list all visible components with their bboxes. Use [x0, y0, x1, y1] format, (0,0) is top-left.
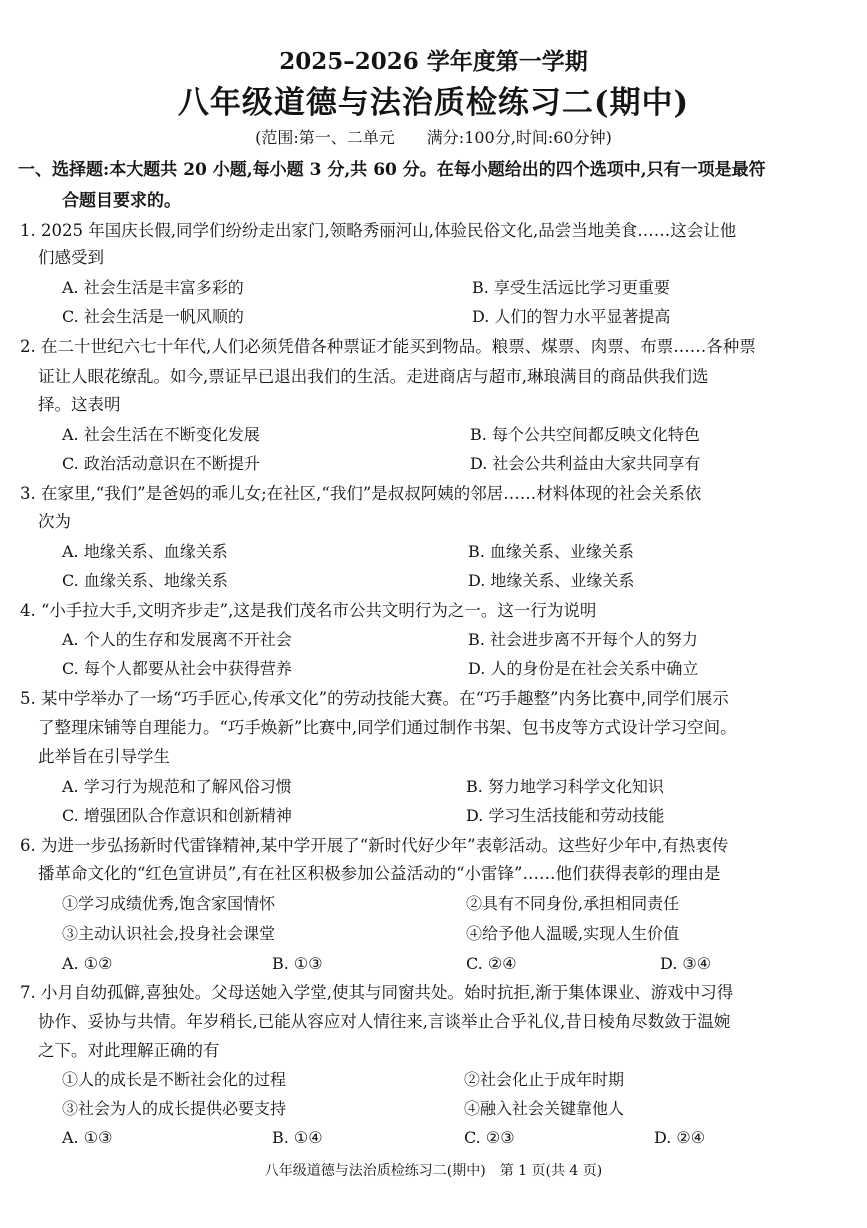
question-3-stem-line-2: 次为	[38, 512, 71, 531]
question-7-statement-2: ②社会化止于成年时期	[464, 1070, 625, 1089]
question-7-statement-3: ③社会为人的成长提供必要支持	[62, 1099, 287, 1118]
question-4-option-a: A. 个人的生存和发展离不开社会	[62, 630, 292, 649]
question-3-option-c: C. 血缘关系、地缘关系	[62, 571, 228, 590]
question-2-stem-line-2: 证让人眼花缭乱。如今,票证早已退出我们的生活。走进商店与超市,琳琅满目的商品供我们选	[38, 367, 709, 386]
question-5-stem-line-3: 此举旨在引导学生	[38, 747, 170, 766]
question-7-option-b: B. ①④	[272, 1128, 323, 1147]
question-7-option-d: D. ②④	[654, 1128, 706, 1147]
question-6-statement-4: ④给予他人温暖,实现人生价值	[466, 924, 680, 943]
question-7-statement-1: ①人的成长是不断社会化的过程	[62, 1070, 287, 1089]
question-1-option-d: D. 人们的智力水平显著提高	[472, 307, 671, 326]
question-5-option-d: D. 学习生活技能和劳动技能	[466, 806, 665, 825]
exam-title: 八年级道德与法治质检练习二(期中)	[177, 85, 690, 121]
question-1-stem-line-1: 1. 2025 年国庆长假,同学们纷纷走出家门,领略秀丽河山,体验民俗文化,品尝当地美食……这会让他	[20, 221, 737, 240]
question-6-option-d: D. ③④	[660, 954, 712, 973]
section-instructions-line-2: 合题目要求的。	[62, 191, 181, 211]
question-2-option-c: C. 政治活动意识在不断提升	[62, 454, 260, 473]
question-4-option-b: B. 社会进步离不开每个人的努力	[468, 630, 698, 649]
question-3-stem-line-1: 3. 在家里,“我们”是爸妈的乖儿女;在社区,“我们”是叔叔阿姨的邻居……材料体现的社会关系依	[20, 484, 702, 503]
question-6-stem-line-1: 6. 为进一步弘扬新时代雷锋精神,某中学开展了“新时代好少年”表彰活动。这些好少年中,有热衷传	[20, 836, 729, 855]
question-6-statement-1: ①学习成绩优秀,饱含家国情怀	[62, 894, 276, 913]
question-1-option-b: B. 享受生活远比学习更重要	[472, 278, 670, 297]
page-footer: 八年级道德与法治质检练习二(期中) 第 1 页(共 4 页)	[264, 1163, 603, 1179]
question-7-stem-line-3: 之下。对此理解正确的有	[38, 1041, 220, 1060]
exam-scope: (范围:第一、二单元 满分:100分,时间:60分钟)	[255, 128, 612, 147]
question-5-option-c: C. 增强团队合作意识和创新精神	[62, 806, 292, 825]
question-2-option-d: D. 社会公共利益由大家共同享有	[470, 454, 701, 473]
question-2-stem-line-3: 择。这表明	[38, 395, 121, 414]
question-5-stem-line-1: 5. 某中学举办了一场“巧手匠心,传承文化”的劳动技能大赛。在“巧手趣整”内务比赛中,同学们展示	[20, 689, 729, 708]
question-6-statement-2: ②具有不同身份,承担相同责任	[466, 894, 680, 913]
question-6-stem-line-2: 播革命文化的“红色宣讲员”,有在社区积极参加公益活动的“小雷锋”……他们获得表彰的理由是	[38, 864, 721, 883]
question-2-option-a: A. 社会生活在不断变化发展	[62, 425, 260, 444]
question-1-stem-line-2: 们感受到	[38, 248, 104, 267]
question-6-option-c: C. ②④	[466, 954, 517, 973]
question-3-option-b: B. 血缘关系、业缘关系	[468, 542, 634, 561]
question-7-option-a: A. ①③	[62, 1128, 113, 1147]
question-6-statement-3: ③主动认识社会,投身社会课堂	[62, 924, 276, 943]
question-2-stem-line-1: 2. 在二十世纪六七十年代,人们必须凭借各种票证才能买到物品。粮票、煤票、肉票、布票……各种票	[20, 337, 756, 356]
question-4-option-c: C. 每个人都要从社会中获得营养	[62, 659, 292, 678]
question-5-option-b: B. 努力地学习科学文化知识	[466, 777, 664, 796]
question-7-stem-line-1: 7. 小月自幼孤僻,喜独处。父母送她入学堂,使其与同窗共处。始时抗拒,渐于集体课业、游戏中习得	[20, 983, 734, 1002]
question-5-option-a: A. 学习行为规范和了解风俗习惯	[62, 777, 292, 796]
question-2-option-b: B. 每个公共空间都反映文化特色	[470, 425, 700, 444]
question-5-stem-line-2: 了整理床铺等自理能力。“巧手焕新”比赛中,同学们通过制作书架、包书皮等方式设计学习空间。	[38, 718, 737, 737]
question-7-statement-4: ④融入社会关键靠他人	[464, 1099, 625, 1118]
question-3-option-a: A. 地缘关系、血缘关系	[62, 542, 228, 561]
exam-year-heading: 2025–2026 学年度第一学期	[279, 48, 588, 75]
question-7-stem-line-2: 协作、妥协与共情。年岁稍长,已能从容应对人情往来,言谈举止合乎礼仪,昔日棱角尽数敛于温婉	[38, 1012, 731, 1031]
question-3-option-d: D. 地缘关系、业缘关系	[468, 571, 635, 590]
question-1-option-c: C. 社会生活是一帆风顺的	[62, 307, 244, 326]
question-6-option-b: B. ①③	[272, 954, 323, 973]
question-6-option-a: A. ①②	[62, 954, 113, 973]
question-1-option-a: A. 社会生活是丰富多彩的	[62, 278, 244, 297]
question-7-option-c: C. ②③	[464, 1128, 515, 1147]
question-4-stem-line-1: 4. “小手拉大手,文明齐步走”,这是我们茂名市公共文明行为之一。这一行为说明	[20, 601, 597, 620]
question-4-option-d: D. 人的身份是在社会关系中确立	[468, 659, 699, 678]
section-instructions-line-1: 一、选择题:本大题共 20 小题,每小题 3 分,共 60 分。在每小题给出的四个选项中,只有一项是最符	[18, 160, 766, 180]
